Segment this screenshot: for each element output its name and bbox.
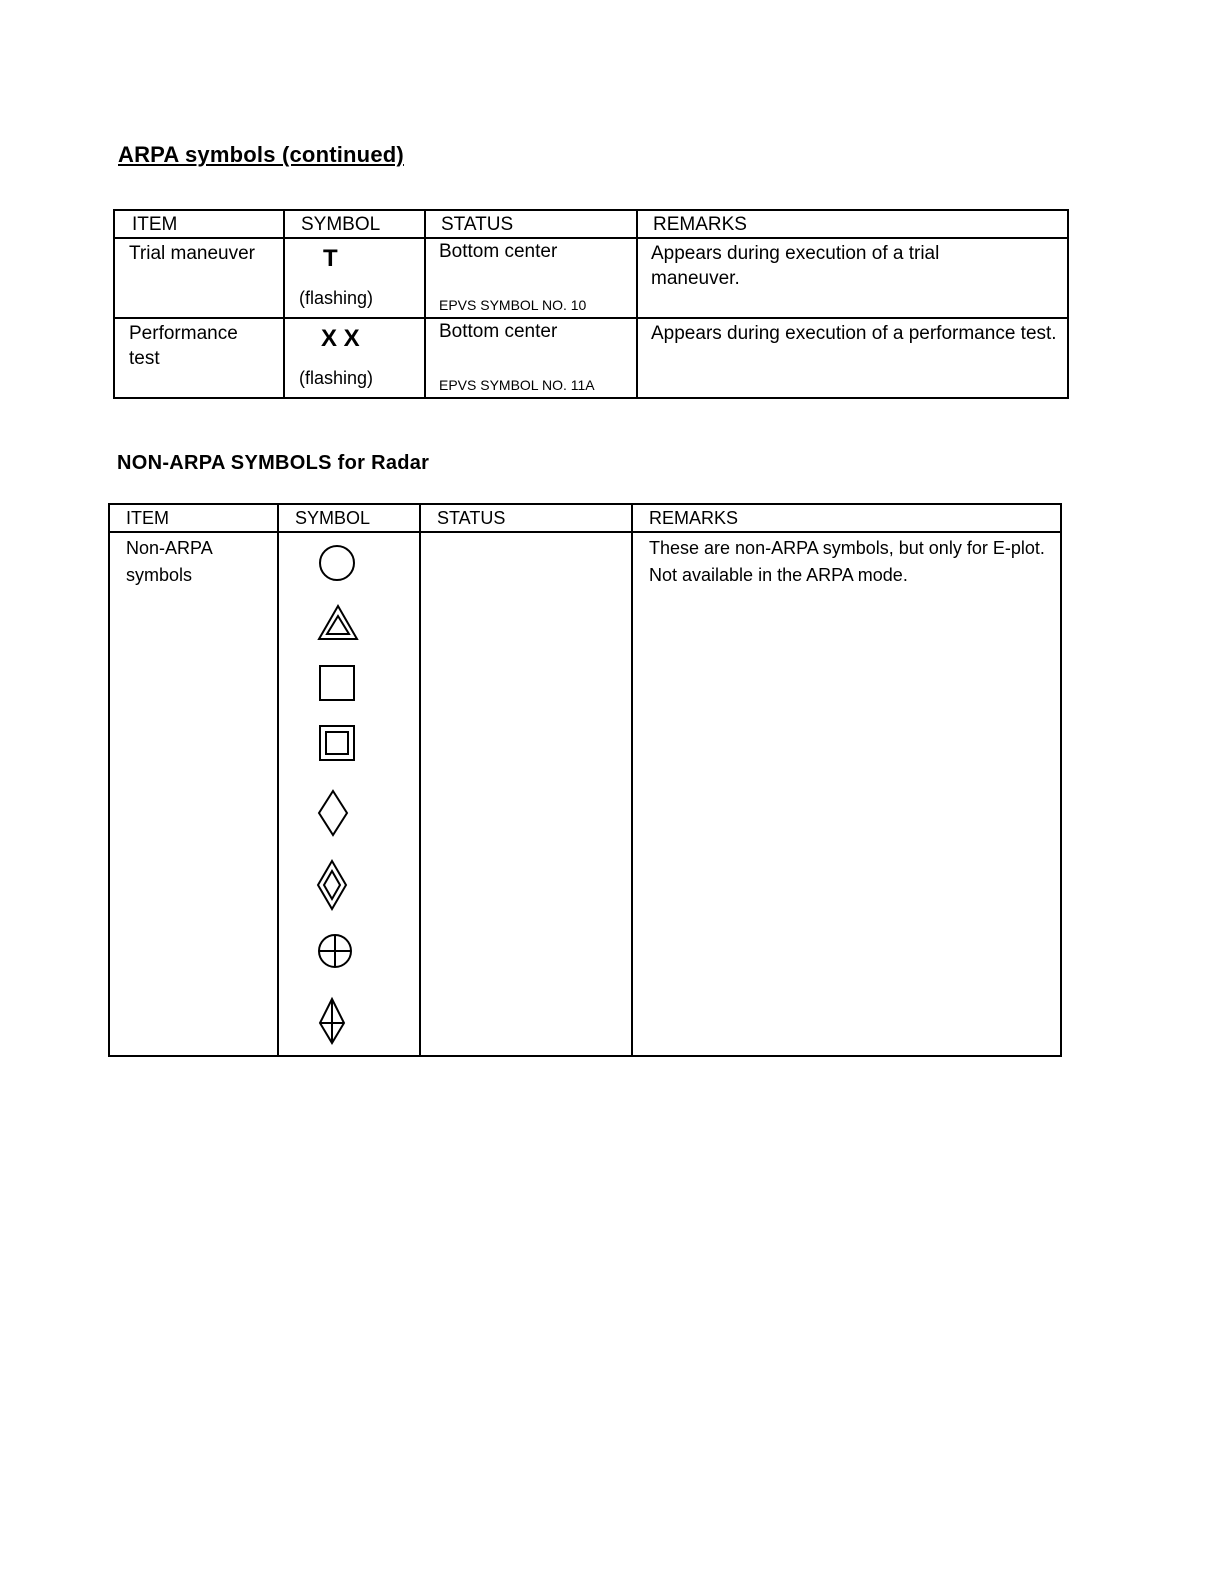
status-cell xyxy=(420,532,632,1056)
header-remarks xyxy=(637,210,1068,238)
item-cell xyxy=(114,318,284,398)
double-triangle-icon xyxy=(319,606,357,639)
item-cell xyxy=(109,532,278,1056)
item-text: Performance test xyxy=(129,323,238,369)
symbol-note: (flashing) xyxy=(299,368,374,388)
symbol-column xyxy=(279,533,419,1053)
header-label: ITEM xyxy=(132,214,178,235)
header-label: STATUS xyxy=(441,214,514,235)
header-label: SYMBOL xyxy=(295,508,371,528)
symbol-cell xyxy=(284,318,425,398)
table-row xyxy=(114,318,1068,398)
crossed-circle-icon xyxy=(319,935,351,967)
double-diamond-icon xyxy=(318,861,346,909)
status-code: EPVS SYMBOL NO. 11A xyxy=(439,377,595,393)
non-arpa-symbols-table xyxy=(108,503,1062,1057)
header-symbol xyxy=(278,504,420,532)
symbol-cell xyxy=(284,238,425,318)
header-item xyxy=(114,210,284,238)
status-text: Bottom center xyxy=(439,321,558,342)
diamond-icon xyxy=(319,791,347,835)
header-status xyxy=(425,210,637,238)
table-header-row xyxy=(109,504,1061,532)
symbol-cell xyxy=(278,532,420,1056)
header-symbol xyxy=(284,210,425,238)
header-label: SYMBOL xyxy=(301,214,381,235)
symbol-glyph: X X xyxy=(321,325,360,352)
item-text: Non-ARPA symbols xyxy=(126,538,212,585)
remarks-text: Appears during execution of a performance test. xyxy=(651,323,1057,344)
header-remarks xyxy=(632,504,1061,532)
item-text: Trial maneuver xyxy=(129,243,256,264)
status-code: EPVS SYMBOL NO. 10 xyxy=(439,297,587,313)
header-label: REMARKS xyxy=(653,214,747,235)
header-item xyxy=(109,504,278,532)
table-row xyxy=(109,532,1061,1056)
symbol-note: (flashing) xyxy=(299,288,374,308)
square-icon xyxy=(320,666,354,700)
remarks-cell xyxy=(637,238,1068,318)
circle-icon xyxy=(320,546,354,580)
status-cell xyxy=(425,318,637,398)
non-arpa-section-title: NON-ARPA SYMBOLS for Radar xyxy=(117,452,430,474)
header-status xyxy=(420,504,632,532)
remarks-cell xyxy=(632,532,1061,1056)
status-cell xyxy=(425,238,637,318)
remarks-text: Appears during execution of a trial maneuver. xyxy=(651,243,940,289)
remarks-text: These are non-ARPA symbols, but only for E-plot. Not available in the ARPA mode. xyxy=(649,538,1045,585)
table-row xyxy=(114,238,1068,318)
double-square-icon xyxy=(320,726,354,760)
item-cell xyxy=(114,238,284,318)
crossed-diamond-icon xyxy=(320,999,344,1043)
status-text: Bottom center xyxy=(439,241,558,262)
header-label: ITEM xyxy=(126,508,169,528)
header-label: STATUS xyxy=(437,508,506,528)
header-label: REMARKS xyxy=(649,508,739,528)
arpa-section-title: ARPA symbols (continued) xyxy=(118,142,404,167)
arpa-symbols-table xyxy=(113,209,1069,399)
remarks-cell xyxy=(637,318,1068,398)
table-header-row xyxy=(114,210,1068,238)
symbol-glyph: T xyxy=(323,245,338,272)
